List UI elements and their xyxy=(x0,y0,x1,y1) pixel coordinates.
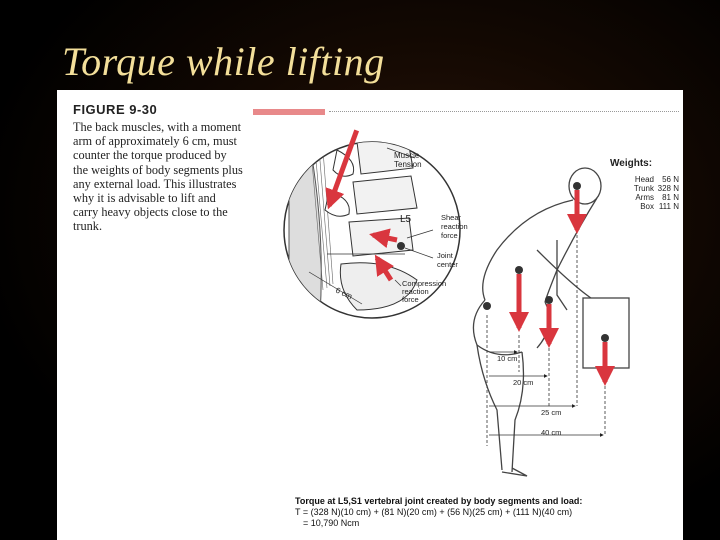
compression-label-2: reaction xyxy=(402,287,429,296)
moment-arm-label: 6 cm xyxy=(334,285,354,302)
shear-label-1: Shear xyxy=(441,213,462,222)
distance-10cm: 10 cm xyxy=(497,354,518,363)
joint-center-label-1: Joint xyxy=(437,251,453,260)
weight-segment-head: Head xyxy=(634,175,654,184)
vertebra-l5-label: L5 xyxy=(400,214,412,225)
compression-label-3: force xyxy=(402,295,419,304)
weight-segment-trunk: Trunk xyxy=(633,184,654,193)
shear-label-3: force xyxy=(441,231,458,240)
figure-label: FIGURE 9-30 xyxy=(73,102,158,117)
shear-label-2: reaction xyxy=(441,222,468,231)
slide-title: Torque while lifting xyxy=(62,39,385,84)
weight-value-head: 56 N xyxy=(662,175,679,184)
figure-panel xyxy=(57,90,683,540)
weights-legend xyxy=(610,158,679,211)
caption-text: The back muscles, with a moment arm of approximately 6 cm, must counter the torque produced by the weights of body segments plus any external load. This illustrates why it is advisable to lift and carry heavy objects close to the trunk. xyxy=(73,120,243,234)
joint-center-label-2: center xyxy=(437,260,458,269)
weights-heading: Weights: xyxy=(610,158,653,169)
lifting-diagram xyxy=(57,90,683,540)
torque-equation xyxy=(295,496,582,529)
equation-line-2: = 10,790 Ncm xyxy=(303,518,360,528)
distance-20cm: 20 cm xyxy=(513,378,534,387)
spine-inset xyxy=(284,130,468,330)
weight-value-box: 111 N xyxy=(658,202,679,211)
distance-40cm: 40 cm xyxy=(541,428,562,437)
muscle-tension-label-1: Muscle xyxy=(394,151,420,160)
weight-value-arms: 81 N xyxy=(662,193,679,202)
weight-segment-box: Box xyxy=(640,202,654,211)
weight-segment-arms: Arms xyxy=(635,193,654,202)
equation-heading: Torque at L5,S1 vertebral joint created by body segments and load: xyxy=(295,496,583,506)
muscle-tension-label-2: Tension xyxy=(394,160,422,169)
equation-line-1: T = (328 N)(10 cm) + (81 N)(20 cm) + (56 N)(25 cm) + (111 N)(40 cm) xyxy=(295,507,573,517)
compression-label-1: Compression xyxy=(402,279,447,288)
distance-25cm: 25 cm xyxy=(541,408,562,417)
weight-value-trunk: 328 N xyxy=(657,184,679,193)
